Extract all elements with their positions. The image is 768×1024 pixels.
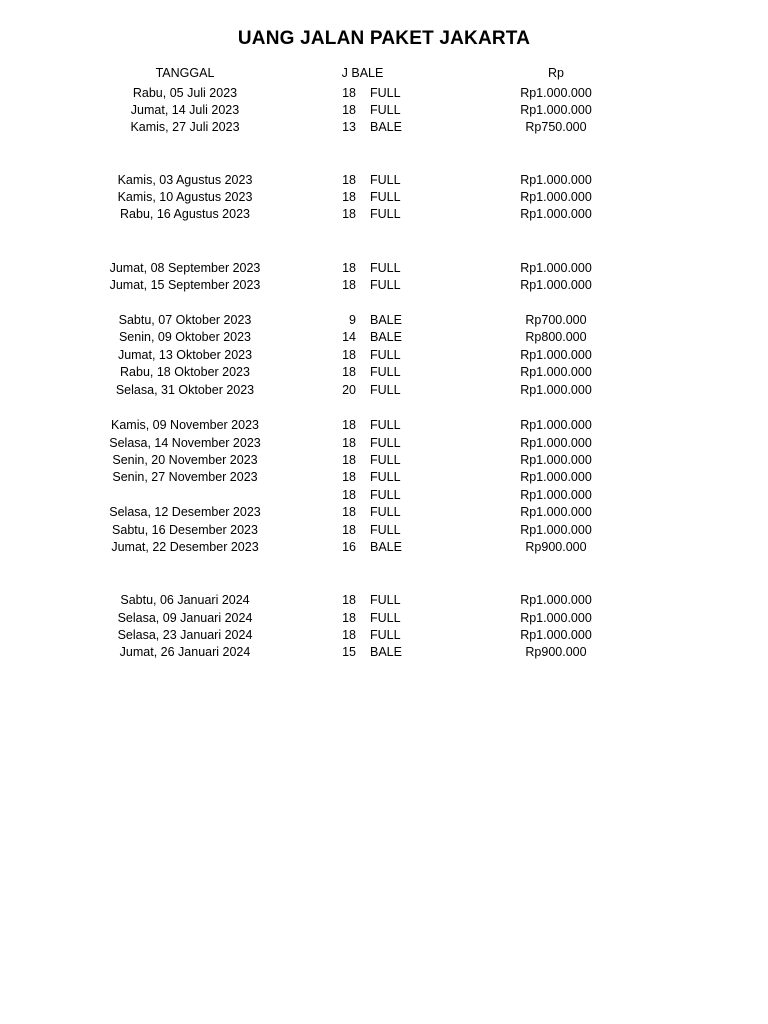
- date-cell: Selasa, 23 Januari 2024: [117, 628, 253, 642]
- date-cell: Kamis, 10 Agustus 2023: [117, 190, 253, 204]
- type-cell: FULL: [370, 278, 401, 292]
- count-cell: 18: [342, 103, 356, 117]
- date-cell: Rabu, 05 Juli 2023: [132, 86, 238, 100]
- table-row: [0, 591, 768, 609]
- date-cell: Jumat, 22 Desember 2023: [111, 540, 259, 554]
- date-cell: Selasa, 09 Januari 2024: [117, 611, 253, 625]
- count-cell: 18: [342, 436, 356, 450]
- amount-cell: Rp1.000.000: [520, 418, 592, 432]
- table-row: [0, 171, 768, 189]
- table-row: [0, 311, 768, 329]
- amount-cell: Rp1.000.000: [520, 488, 592, 502]
- table-row: [0, 276, 768, 294]
- table-row: [0, 205, 768, 223]
- amount-cell: Rp900.000: [525, 540, 587, 554]
- table-row: [0, 259, 768, 277]
- amount-cell: Rp1.000.000: [520, 453, 592, 467]
- count-cell: 18: [342, 593, 356, 607]
- amount-cell: Rp1.000.000: [520, 628, 592, 642]
- table-row: [0, 363, 768, 381]
- amount-cell: Rp1.000.000: [520, 593, 592, 607]
- table-row: [0, 643, 768, 661]
- type-cell: BALE: [370, 313, 402, 327]
- amount-cell: Rp1.000.000: [520, 278, 592, 292]
- type-cell: BALE: [370, 645, 402, 659]
- amount-cell: Rp1.000.000: [520, 103, 592, 117]
- type-cell: BALE: [370, 120, 402, 134]
- table-row: [0, 468, 768, 486]
- amount-cell: Rp1.000.000: [520, 190, 592, 204]
- type-cell: FULL: [370, 470, 401, 484]
- count-cell: 18: [342, 488, 356, 502]
- type-cell: FULL: [370, 190, 401, 204]
- amount-cell: Rp1.000.000: [520, 383, 592, 397]
- count-cell: 18: [342, 190, 356, 204]
- type-cell: FULL: [370, 348, 401, 362]
- count-cell: 18: [342, 611, 356, 625]
- type-cell: FULL: [370, 505, 401, 519]
- type-cell: FULL: [370, 593, 401, 607]
- count-cell: 13: [342, 120, 356, 134]
- amount-cell: Rp1.000.000: [520, 611, 592, 625]
- count-cell: 9: [349, 313, 356, 327]
- type-cell: FULL: [370, 383, 401, 397]
- count-cell: 20: [342, 383, 356, 397]
- table-row: [0, 84, 768, 102]
- header-rp: Rp: [548, 66, 564, 80]
- date-cell: Rabu, 16 Agustus 2023: [120, 207, 250, 221]
- count-cell: 16: [342, 540, 356, 554]
- count-cell: 18: [342, 523, 356, 537]
- type-cell: FULL: [370, 488, 401, 502]
- table-row: [0, 451, 768, 469]
- date-cell: Jumat, 14 Juli 2023: [130, 103, 240, 117]
- count-cell: 18: [342, 173, 356, 187]
- date-cell: Jumat, 08 September 2023: [109, 261, 261, 275]
- amount-cell: Rp1.000.000: [520, 86, 592, 100]
- date-cell: Sabtu, 16 Desember 2023: [112, 523, 258, 537]
- date-cell: Senin, 09 Oktober 2023: [118, 330, 252, 344]
- date-cell: Sabtu, 07 Oktober 2023: [118, 313, 252, 327]
- count-cell: 18: [342, 278, 356, 292]
- amount-cell: Rp1.000.000: [520, 436, 592, 450]
- amount-cell: Rp1.000.000: [520, 207, 592, 221]
- type-cell: FULL: [370, 261, 401, 275]
- amount-cell: Rp1.000.000: [520, 505, 592, 519]
- type-cell: FULL: [370, 173, 401, 187]
- table-row: [0, 328, 768, 346]
- table-row: [0, 626, 768, 644]
- table-row: [0, 381, 768, 399]
- table-row: [0, 503, 768, 521]
- count-cell: 18: [342, 470, 356, 484]
- count-cell: 18: [342, 505, 356, 519]
- type-cell: FULL: [370, 418, 401, 432]
- type-cell: BALE: [370, 540, 402, 554]
- amount-cell: Rp900.000: [525, 645, 587, 659]
- date-cell: Selasa, 31 Oktober 2023: [115, 383, 255, 397]
- amount-cell: Rp1.000.000: [520, 261, 592, 275]
- type-cell: FULL: [370, 86, 401, 100]
- table-row: [0, 188, 768, 206]
- date-cell: Jumat, 13 Oktober 2023: [117, 348, 253, 362]
- date-cell: Kamis, 03 Agustus 2023: [117, 173, 253, 187]
- date-cell: Kamis, 09 November 2023: [111, 418, 259, 432]
- type-cell: FULL: [370, 207, 401, 221]
- table-row: [0, 416, 768, 434]
- amount-cell: Rp700.000: [525, 313, 587, 327]
- type-cell: FULL: [370, 611, 401, 625]
- amount-cell: Rp800.000: [525, 330, 587, 344]
- date-cell: Jumat, 26 Januari 2024: [119, 645, 251, 659]
- date-cell: Jumat, 15 September 2023: [109, 278, 261, 292]
- count-cell: 18: [342, 207, 356, 221]
- date-cell: Senin, 27 November 2023: [112, 470, 258, 484]
- amount-cell: Rp1.000.000: [520, 523, 592, 537]
- header-tanggal: TANGGAL: [155, 66, 215, 80]
- type-cell: FULL: [370, 103, 401, 117]
- type-cell: FULL: [370, 365, 401, 379]
- count-cell: 18: [342, 86, 356, 100]
- table-row: [0, 609, 768, 627]
- type-cell: FULL: [370, 453, 401, 467]
- date-cell: Selasa, 14 November 2023: [109, 436, 261, 450]
- table-row: [0, 101, 768, 119]
- count-cell: 18: [342, 453, 356, 467]
- table-row: [0, 118, 768, 136]
- date-cell: Sabtu, 06 Januari 2024: [120, 593, 250, 607]
- type-cell: FULL: [370, 436, 401, 450]
- table-row: [0, 346, 768, 364]
- count-cell: 18: [342, 261, 356, 275]
- amount-cell: Rp1.000.000: [520, 348, 592, 362]
- date-cell: Senin, 20 November 2023: [112, 453, 258, 467]
- table-row: [0, 434, 768, 452]
- type-cell: BALE: [370, 330, 402, 344]
- amount-cell: Rp1.000.000: [520, 173, 592, 187]
- amount-cell: Rp1.000.000: [520, 470, 592, 484]
- amount-cell: Rp1.000.000: [520, 365, 592, 379]
- count-cell: 18: [342, 628, 356, 642]
- amount-cell: Rp750.000: [525, 120, 587, 134]
- table-row: [0, 521, 768, 539]
- count-cell: 18: [342, 348, 356, 362]
- page-title: UANG JALAN PAKET JAKARTA: [237, 28, 531, 49]
- table-row: [0, 538, 768, 556]
- type-cell: FULL: [370, 628, 401, 642]
- date-cell: Selasa, 12 Desember 2023: [109, 505, 261, 519]
- table-row: [0, 486, 768, 504]
- count-cell: 18: [342, 418, 356, 432]
- count-cell: 14: [342, 330, 356, 344]
- header-j-bale: J BALE: [341, 66, 384, 80]
- type-cell: FULL: [370, 523, 401, 537]
- date-cell: Rabu, 18 Oktober 2023: [120, 365, 250, 379]
- count-cell: 15: [342, 645, 356, 659]
- date-cell: Kamis, 27 Juli 2023: [130, 120, 240, 134]
- count-cell: 18: [342, 365, 356, 379]
